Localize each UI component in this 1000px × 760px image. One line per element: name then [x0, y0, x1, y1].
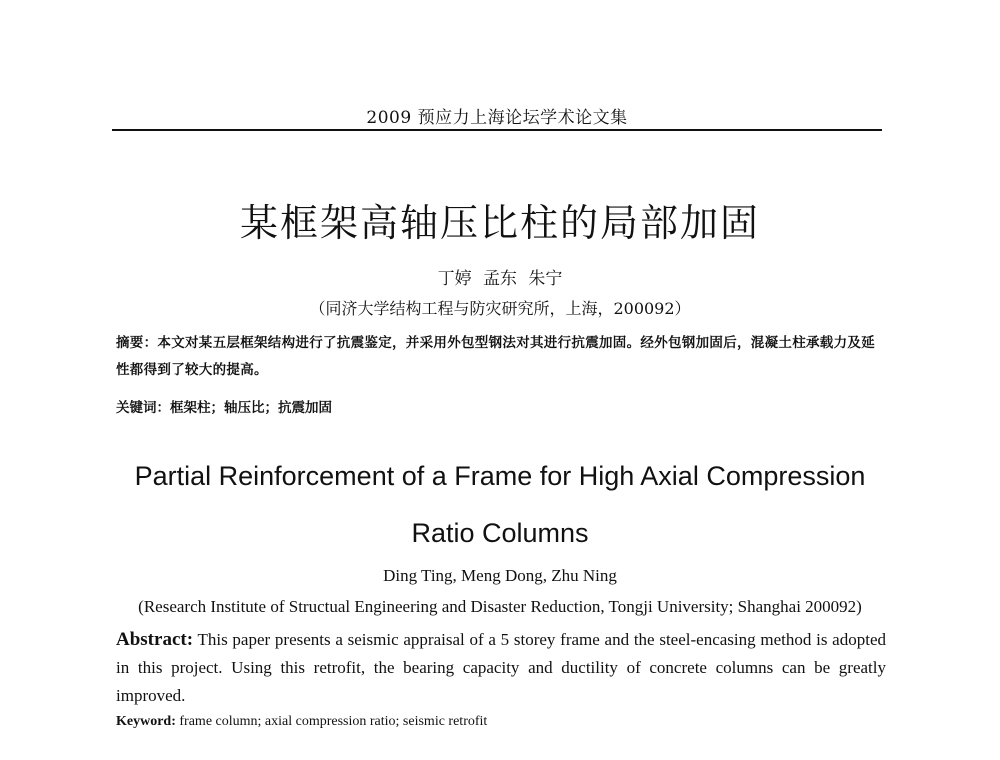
abstract-en-label: Abstract:	[116, 629, 194, 650]
title-en-line1: Partial Reinforcement of a Frame for High Axial Compression	[134, 461, 866, 491]
keywords-zh-label: 关键词：	[116, 400, 170, 416]
keywords-zh	[116, 396, 886, 416]
title-en-line2: Ratio Columns	[411, 518, 589, 548]
header-rule	[112, 129, 882, 131]
affiliation-zh: （同济大学结构工程与防灾研究所，上海，200092）	[309, 299, 691, 318]
abstract-zh-text: 本文对某五层框架结构进行了抗震鉴定，并采用外包型钢法对其进行抗震加固。经外包钢加固后，混凝土柱承载力及延性都得到了较大的提高。	[116, 335, 876, 378]
authors-en: Ding Ting, Meng Dong, Zhu Ning	[383, 566, 617, 585]
title-en	[60, 448, 940, 562]
keywords-en	[116, 714, 886, 730]
keywords-en-label: Keyword:	[116, 714, 176, 729]
affiliation-en: (Research Institute of Structual Engineering and Disaster Reduction, Tongji University; Shanghai 200092)	[138, 597, 862, 616]
abstract-zh	[116, 330, 886, 384]
abstract-en	[116, 626, 886, 710]
authors-zh: 丁婷 孟东 朱宁	[437, 269, 563, 289]
abstract-en-text: This paper presents a seismic appraisal of a 5 storey frame and the steel-encasing method is adopted in this project. Using this retrofit, the bearing capacity and ductility of concrete columns can be greatly improved.	[116, 630, 886, 705]
abstract-zh-label: 摘要：	[116, 335, 158, 351]
title-zh: 某框架高轴压比柱的局部加固	[239, 201, 760, 245]
running-title: 2009 预应力上海论坛学术论文集	[366, 108, 628, 128]
keywords-en-text: frame column; axial compression ratio; seismic retrofit	[175, 714, 488, 729]
keywords-zh-text: 框架柱；轴压比；抗震加固	[170, 400, 332, 416]
running-header	[112, 103, 882, 128]
